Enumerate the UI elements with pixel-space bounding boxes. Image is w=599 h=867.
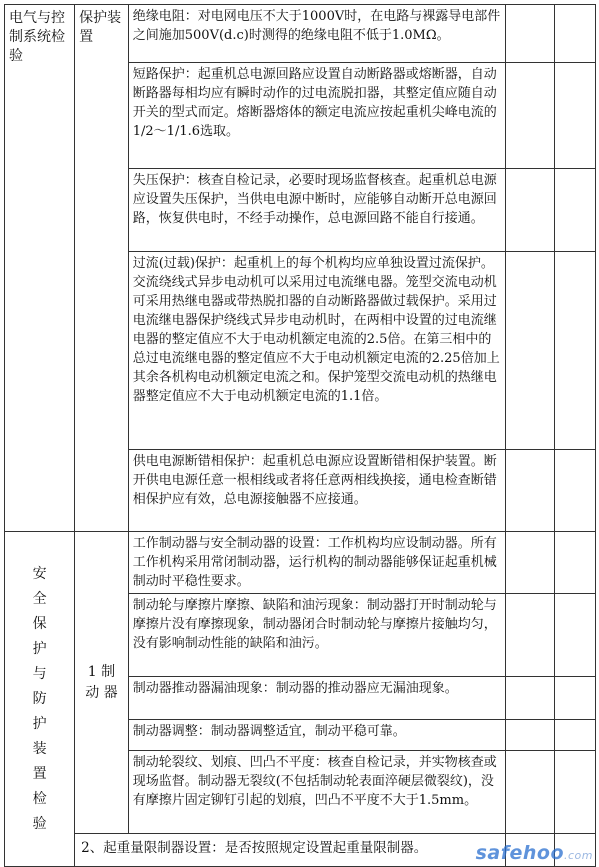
- remark-cell: [554, 63, 595, 169]
- watermark-logo: safehoo.com: [475, 842, 593, 864]
- result-cell: [506, 63, 554, 169]
- item-phase-loss: 供电电源断错相保护：起重机总电源应设置断错相保护装置。断开供电电源任意一根相线或者将任意两相线换接，通电检查断错相保护应有效，总电源接触器不应接通。: [128, 450, 505, 532]
- subcategory-protection: 保护装置: [75, 5, 129, 532]
- remark-cell: [554, 169, 595, 252]
- result-cell: [506, 532, 554, 594]
- remark-cell: [554, 720, 595, 751]
- category-electrical: 电气与控制系统检验: [5, 5, 75, 532]
- item-insulation: 绝缘电阻：对电网电压不大于1000V时，在电路与裸露导电部件之间施加500V(d.c)时测得的绝缘电阻不低于1.0MΩ。: [128, 5, 505, 63]
- item-brake-wheel-friction: 制动轮与摩擦片摩擦、缺陷和油污现象：制动器打开时制动轮与摩擦片没有摩擦现象，制动器闭合时制动轮与摩擦片接触均匀，没有影响制动性能的缺陷和油污。: [128, 594, 505, 677]
- item-overcurrent: 过流(过载)保护：起重机上的每个机构均应单独设置过流保护。交流绕线式异步电动机可以采用过电流继电器。笼型交流电动机可采用热继电器或带热脱扣器的自动断路器做过载保护。采用过电流继电器保护绕线式异步电动机时，在两相中设置的过电流继电器的整定值应不大于电动机额定电流的2.5倍。在第三相中的总过电流继电器的整定值应不大于电动机额定电流的2.25倍加上其余各机构电动机额定电流之和。保护笼型交流电动机的热继电器整定值应不大于电动机额定电流的1.1倍。: [128, 252, 505, 450]
- remark-cell: [554, 594, 595, 677]
- remark-cell: [554, 751, 595, 834]
- result-cell: [506, 252, 554, 450]
- item-short-circuit: 短路保护：起重机总电源回路应设置自动断路器或熔断器，自动断路器每相均应有瞬时动作的过电流脱扣器，其整定值应随自动开关的型式而定。熔断器熔体的额定电流应按起重机尖峰电流的1/2～1/1.6选取。: [128, 63, 505, 169]
- remark-cell: [554, 532, 595, 594]
- item-undervoltage: 失压保护：核查自检记录，必要时现场监督核查。起重机总电源应设置失压保护，当供电电源中断时，应能够自动断开总电源回路，恢复供电时，不经手动操作，总电源回路不能自行接通。: [128, 169, 505, 252]
- inspection-table: [4, 4, 596, 867]
- category-safety-protection: 安 全 保 护 与 防 护 装 置 检 验: [5, 532, 75, 867]
- subcategory-brake: 1 制 动 器: [75, 532, 129, 834]
- remark-cell: [554, 450, 595, 532]
- item-brake-setting: 工作制动器与安全制动器的设置：工作机构均应设制动器。所有工作机构采用常闭制动器，运行机构的制动器能够保证起重机械制动时平稳性要求。: [128, 532, 505, 594]
- result-cell: [506, 594, 554, 677]
- item-brake-wheel-crack: 制动轮裂纹、划痕、凹凸不平度：核查自检记录，并实物核查或现场监督。制动器无裂纹(不包括制动轮表面淬硬层微裂纹)，没有摩擦片固定铆钉引起的划痕，凹凸不平度不大于1.5mm。: [128, 751, 505, 834]
- result-cell: [506, 5, 554, 63]
- remark-cell: [554, 5, 595, 63]
- result-cell: [506, 751, 554, 834]
- item-brake-adjustment: 制动器调整：制动器调整适宜，制动平稳可靠。: [128, 720, 505, 751]
- remark-cell: [554, 677, 595, 720]
- result-cell: [506, 450, 554, 532]
- item-thruster-leak: 制动器推动器漏油现象：制动器的推动器应无漏油现象。: [128, 677, 505, 720]
- remark-cell: [554, 252, 595, 450]
- result-cell: [506, 169, 554, 252]
- item-load-limiter: 2、起重量限制器设置：是否按照规定设置起重量限制器。: [75, 834, 506, 867]
- result-cell: [506, 677, 554, 720]
- result-cell: [506, 720, 554, 751]
